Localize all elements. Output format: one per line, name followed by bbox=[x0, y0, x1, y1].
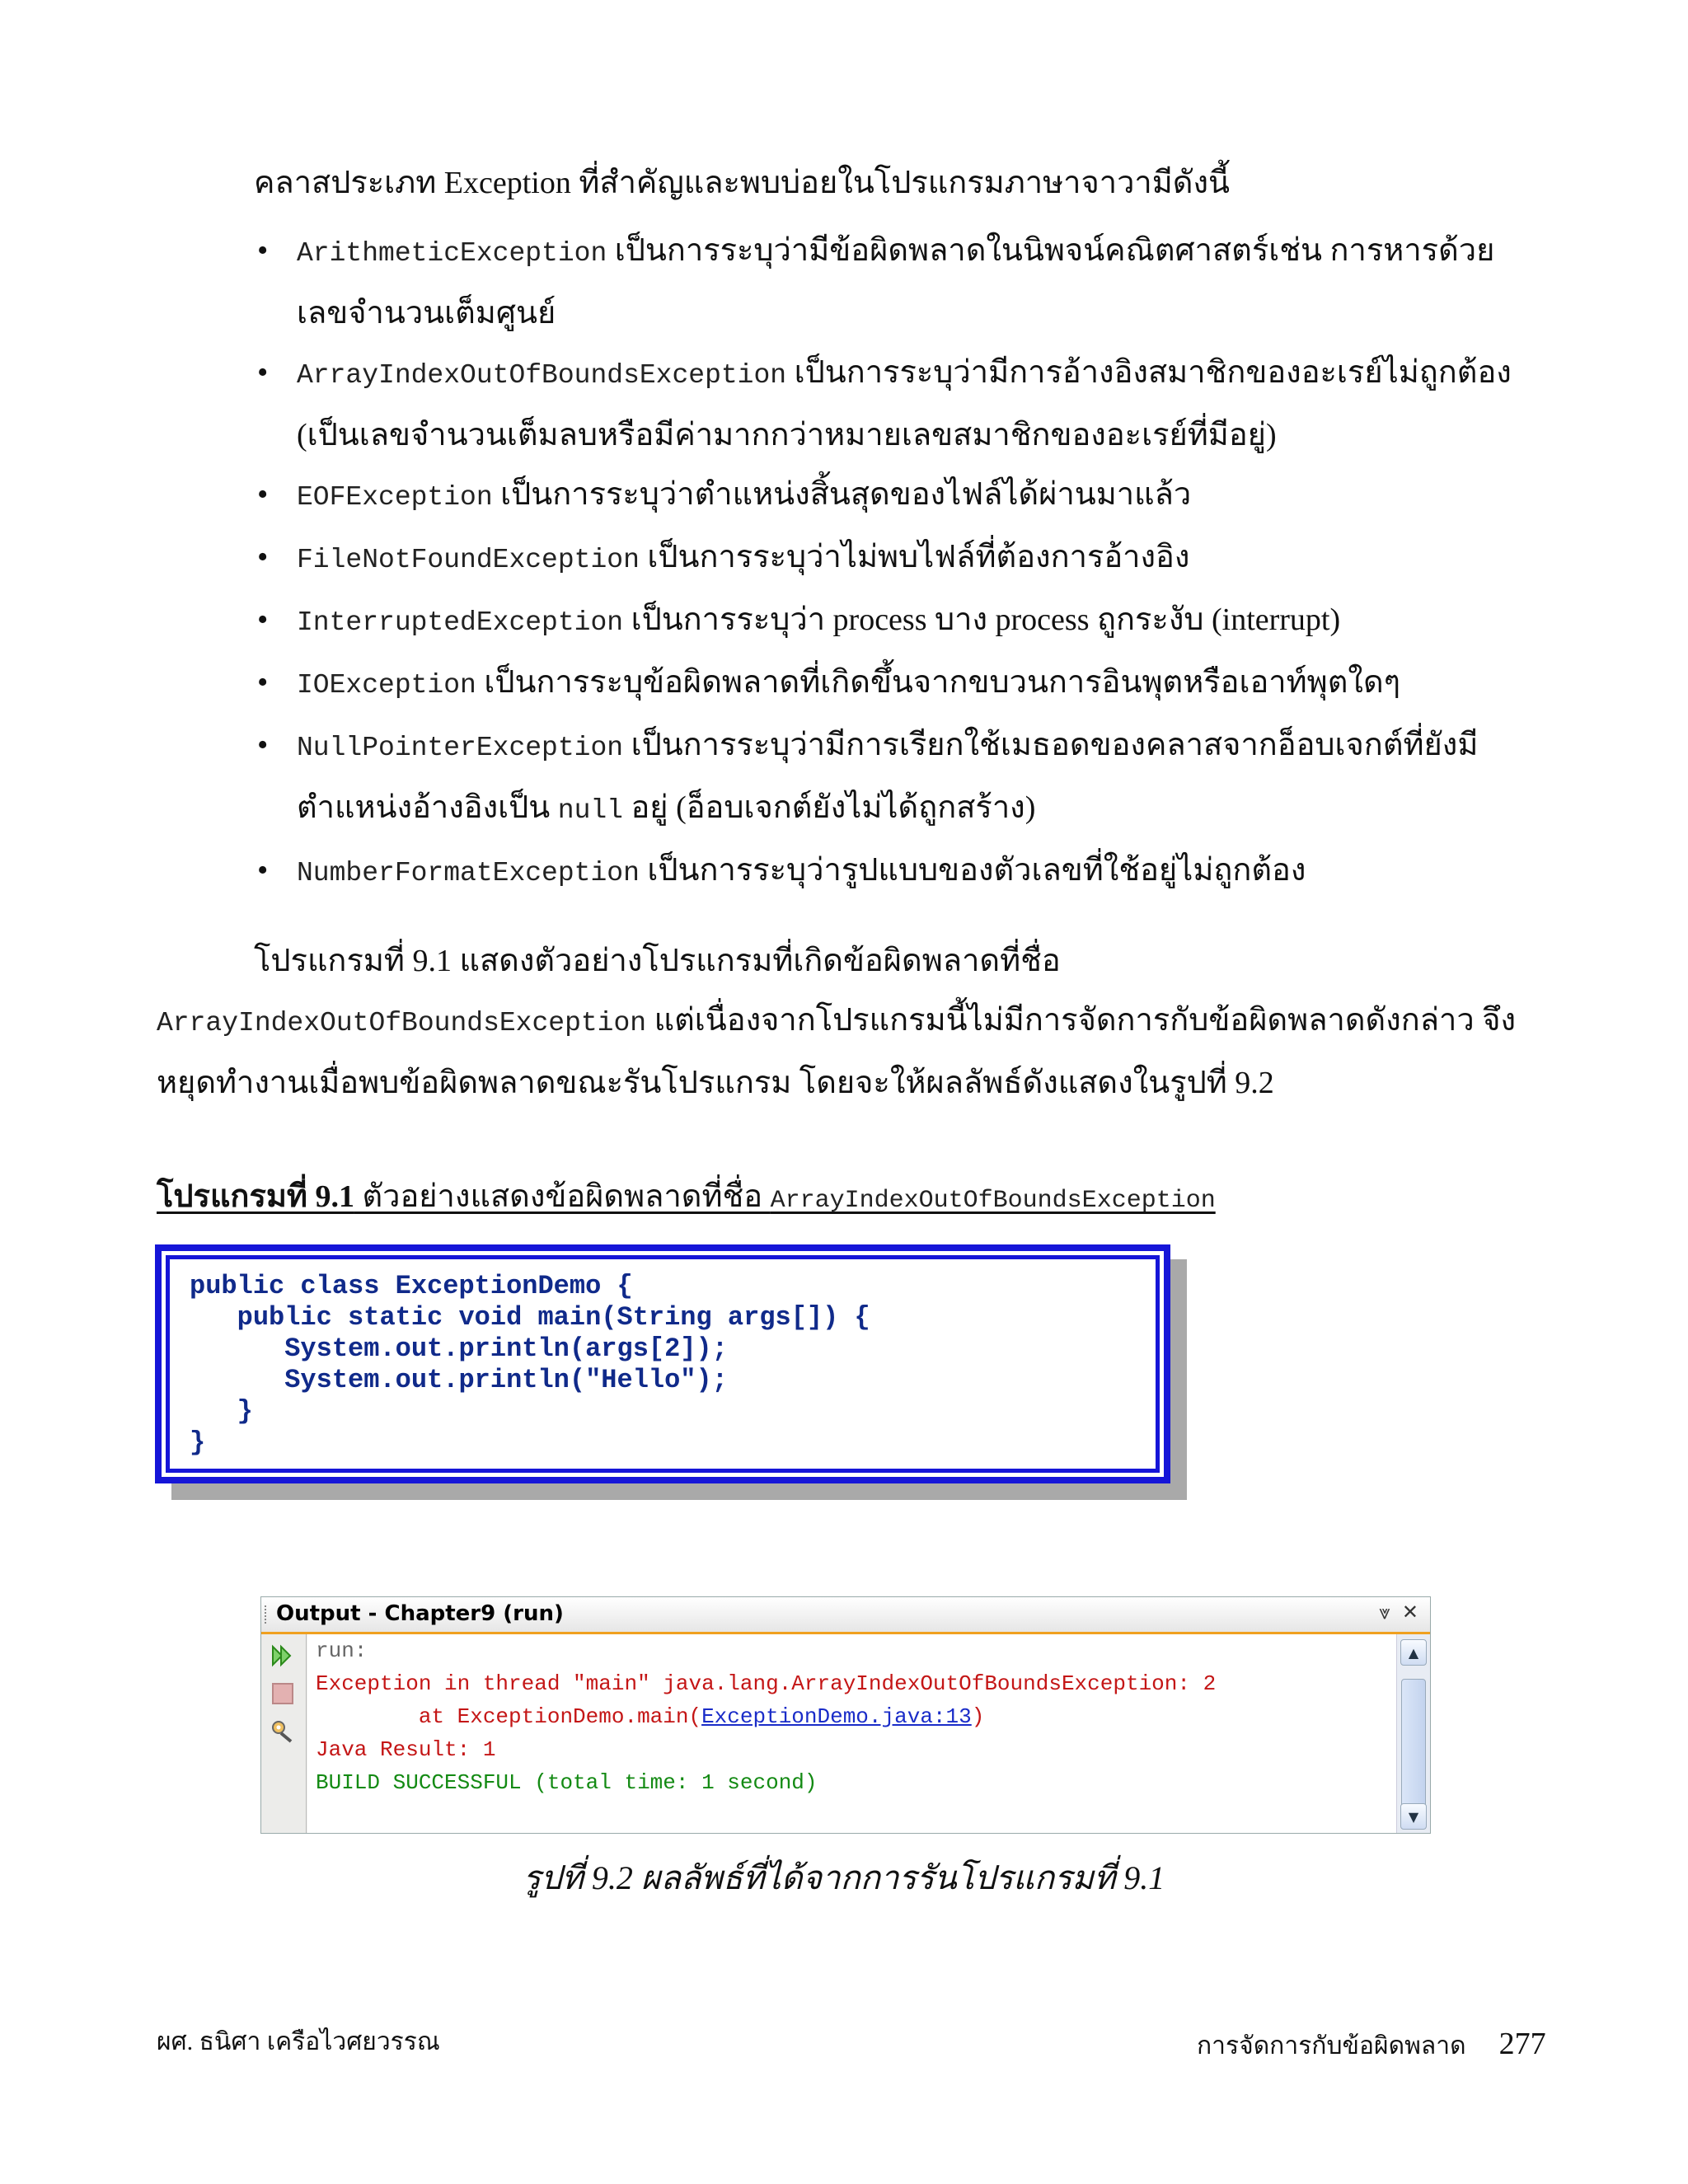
exception-name: InterruptedException bbox=[297, 607, 624, 638]
body-paragraph: โปรแกรมที่ 9.1 แสดงตัวอย่างโปรแกรมที่เกิดข้อผิดพลาดที่ชื่อ ArrayIndexOutOfBoundsException แต่เนื่องจากโปรแกรมนี้ไม่มีการจัดการกับข้อผิดพลาดดังกล่าว จึงหยุดทำงานเมื่อพบข้อผิดพลาดขณะรันโปรแกรม โดยจะให้ผลลัพธ์ดังแสดงในรูปที่ 9.2 bbox=[157, 944, 1517, 1100]
footer-right bbox=[1197, 2026, 1546, 2064]
rerun-button[interactable] bbox=[268, 1641, 298, 1671]
null-keyword: null bbox=[557, 795, 623, 826]
code-line: } bbox=[190, 1427, 206, 1458]
exception-name-inline: ArrayIndexOutOfBoundsException bbox=[157, 1008, 647, 1038]
code-line: public class ExceptionDemo { bbox=[190, 1271, 633, 1301]
exception-desc: เป็นการระบุว่ามีการอ้างอิงสมาชิกของอะเรย์ไม่ถูกต้อง (เป็นเลขจำนวนเต็มลบหรือมีค่ามากกว่าหมายเลขสมาชิกของอะเรย์ที่มีอยู่) bbox=[297, 355, 1512, 452]
list-item: • NullPointerException เป็นการระบุว่ามีการเรียกใช้เมธอดของคลาสจากอ็อบเจกต์ที่ยังมีตำแหน่งอ้างอิงเป็น null อยู่ (อ็อบเจกต์ยังไม่ได้ถูกสร้าง) bbox=[257, 728, 1479, 826]
exception-desc: เป็นการระบุว่าตำแหน่งสิ้นสุดของไฟล์ได้ผ่านมาแล้ว bbox=[492, 477, 1192, 512]
drag-grip-icon[interactable] bbox=[265, 1605, 269, 1624]
code-listing bbox=[190, 1271, 1136, 1459]
exception-desc: เป็นการระบุว่ามีการเรียกใช้เมธอดของคลาสจากอ็อบเจกต์ที่ยังมีตำแหน่งอ้างอิงเป็น bbox=[297, 728, 1479, 825]
exception-name: EOFException bbox=[297, 482, 493, 513]
list-item: • ArrayIndexOutOfBoundsException เป็นการระบุว่ามีการอ้างอิงสมาชิกของอะเรย์ไม่ถูกต้อง (เป็นเลขจำนวนเต็มลบหรือมีค่ามากกว่าหมายเลขสมาชิกของอะเรย์ที่มีอยู่) bbox=[257, 355, 1512, 452]
stop-icon bbox=[270, 1681, 295, 1706]
program-title: โปรแกรมที่ 9.1 ตัวอย่างแสดงข้อผิดพลาดที่ชื่อ ArrayIndexOutOfBoundsException bbox=[157, 1179, 1216, 1215]
code-line: System.out.println("Hello"); bbox=[190, 1365, 728, 1395]
exception-desc: เป็นการระบุว่าไม่พบไฟล์ที่ต้องการอ้างอิง bbox=[639, 540, 1190, 574]
list-item: • ArithmeticException เป็นการระบุว่ามีข้อผิดพลาดในนิพจน์คณิตศาสตร์เช่น การหารด้วยเลขจำนวนเต็มศูนย์ bbox=[257, 233, 1495, 330]
exception-desc: เป็นการระบุว่ามีข้อผิดพลาดในนิพจน์คณิตศาสตร์เช่น การหารด้วยเลขจำนวนเต็มศูนย์ bbox=[297, 233, 1495, 330]
list-item: • IOException เป็นการระบุข้อผิดพลาดที่เกิดขึ้นจากขบวนการอินพุตหรือเอาท์พุตใดๆ bbox=[257, 665, 1401, 701]
exception-desc: เป็นการระบุข้อผิดพลาดที่เกิดขึ้นจากขบวนการอินพุตหรือเอาท์พุตใดๆ bbox=[476, 665, 1401, 700]
exception-name: NullPointerException bbox=[297, 733, 624, 763]
console-output[interactable]: run: Exception in thread "main" java.lang.ArrayIndexOutOfBoundsException: 2 at ExceptionDemo.main(ExceptionDemo.java:13) Java Result: 1 BUILD SUCCESSFUL (total time: 1 second) bbox=[307, 1634, 1397, 1833]
page-number: 277 bbox=[1498, 2027, 1546, 2061]
rerun-icon bbox=[270, 1643, 295, 1668]
exception-list bbox=[254, 221, 1540, 903]
list-item: • NumberFormatException เป็นการระบุว่ารูปแบบของตัวเลขที่ใช้อยู่ไม่ถูกต้อง bbox=[257, 853, 1306, 888]
list-item: • FileNotFoundException เป็นการระบุว่าไม่พบไฟล์ที่ต้องการอ้างอิง bbox=[257, 540, 1190, 575]
console-line: BUILD SUCCESSFUL (total time: 1 second) bbox=[316, 1770, 818, 1795]
exception-desc-cont: อยู่ (อ็อบเจกต์ยังไม่ได้ถูกสร้าง) bbox=[622, 790, 1036, 825]
settings-button[interactable] bbox=[268, 1717, 298, 1746]
scroll-up-icon[interactable]: ▲ bbox=[1400, 1639, 1427, 1666]
console-line: run: bbox=[316, 1638, 368, 1663]
exception-name: FileNotFoundException bbox=[297, 545, 640, 575]
stop-button[interactable] bbox=[268, 1679, 298, 1708]
code-listing-box bbox=[155, 1244, 1170, 1483]
program-label: โปรแกรมที่ 9.1 bbox=[157, 1179, 354, 1214]
code-line: public static void main(String args[]) { bbox=[190, 1302, 870, 1333]
figure-caption: รูปที่ 9.2 ผลลัพธ์ที่ได้จากการรันโปรแกรมที่ 9.1 bbox=[523, 1859, 1165, 1896]
close-icon[interactable]: ✕ bbox=[1401, 1601, 1418, 1624]
output-title: Output - Chapter9 (run) bbox=[276, 1601, 564, 1626]
scroll-thumb[interactable] bbox=[1401, 1679, 1426, 1812]
settings-icon bbox=[270, 1718, 296, 1745]
code-line: } bbox=[190, 1396, 253, 1427]
intro-text: คลาสประเภท Exception ที่สำคัญและพบบ่อยในโปรแกรมภาษาจาวามีดังนี้ bbox=[254, 166, 1231, 200]
scroll-down-icon[interactable]: ▼ bbox=[1400, 1803, 1427, 1830]
stacktrace-link[interactable]: ExceptionDemo.java:13 bbox=[701, 1704, 972, 1729]
exception-name: ArrayIndexOutOfBoundsException bbox=[297, 360, 787, 391]
output-titlebar bbox=[261, 1597, 1430, 1634]
footer-author: ผศ. ธนิศา เครือไวศยวรรณ bbox=[157, 2028, 440, 2055]
vertical-scrollbar[interactable] bbox=[1396, 1634, 1430, 1833]
output-toolbar bbox=[261, 1634, 307, 1833]
exception-desc: เป็นการระบุว่า process บาง process ถูกระงับ (interrupt) bbox=[623, 602, 1341, 637]
output-window bbox=[260, 1596, 1431, 1834]
exception-desc: เป็นการระบุว่ารูปแบบของตัวเลขที่ใช้อยู่ไม่ถูกต้อง bbox=[639, 853, 1306, 888]
footer-chapter: การจัดการกับข้อผิดพลาด bbox=[1197, 2032, 1466, 2060]
exception-name: NumberFormatException bbox=[297, 858, 640, 888]
list-item: • InterruptedException เป็นการระบุว่า process บาง process ถูกระงับ (interrupt) bbox=[257, 602, 1341, 638]
program-exception-name: ArrayIndexOutOfBoundsException bbox=[770, 1187, 1216, 1215]
list-item: • EOFException เป็นการระบุว่าตำแหน่งสิ้นสุดของไฟล์ได้ผ่านมาแล้ว bbox=[257, 477, 1192, 513]
exception-name: ArithmeticException bbox=[297, 238, 607, 269]
console-line: Java Result: 1 bbox=[316, 1737, 496, 1762]
console-line: Exception in thread "main" java.lang.ArrayIndexOutOfBoundsException: 2 bbox=[316, 1671, 1217, 1696]
exception-name: IOException bbox=[297, 670, 476, 701]
minimize-icon[interactable]: ⩔ bbox=[1379, 1601, 1390, 1624]
code-line: System.out.println(args[2]); bbox=[190, 1333, 728, 1364]
